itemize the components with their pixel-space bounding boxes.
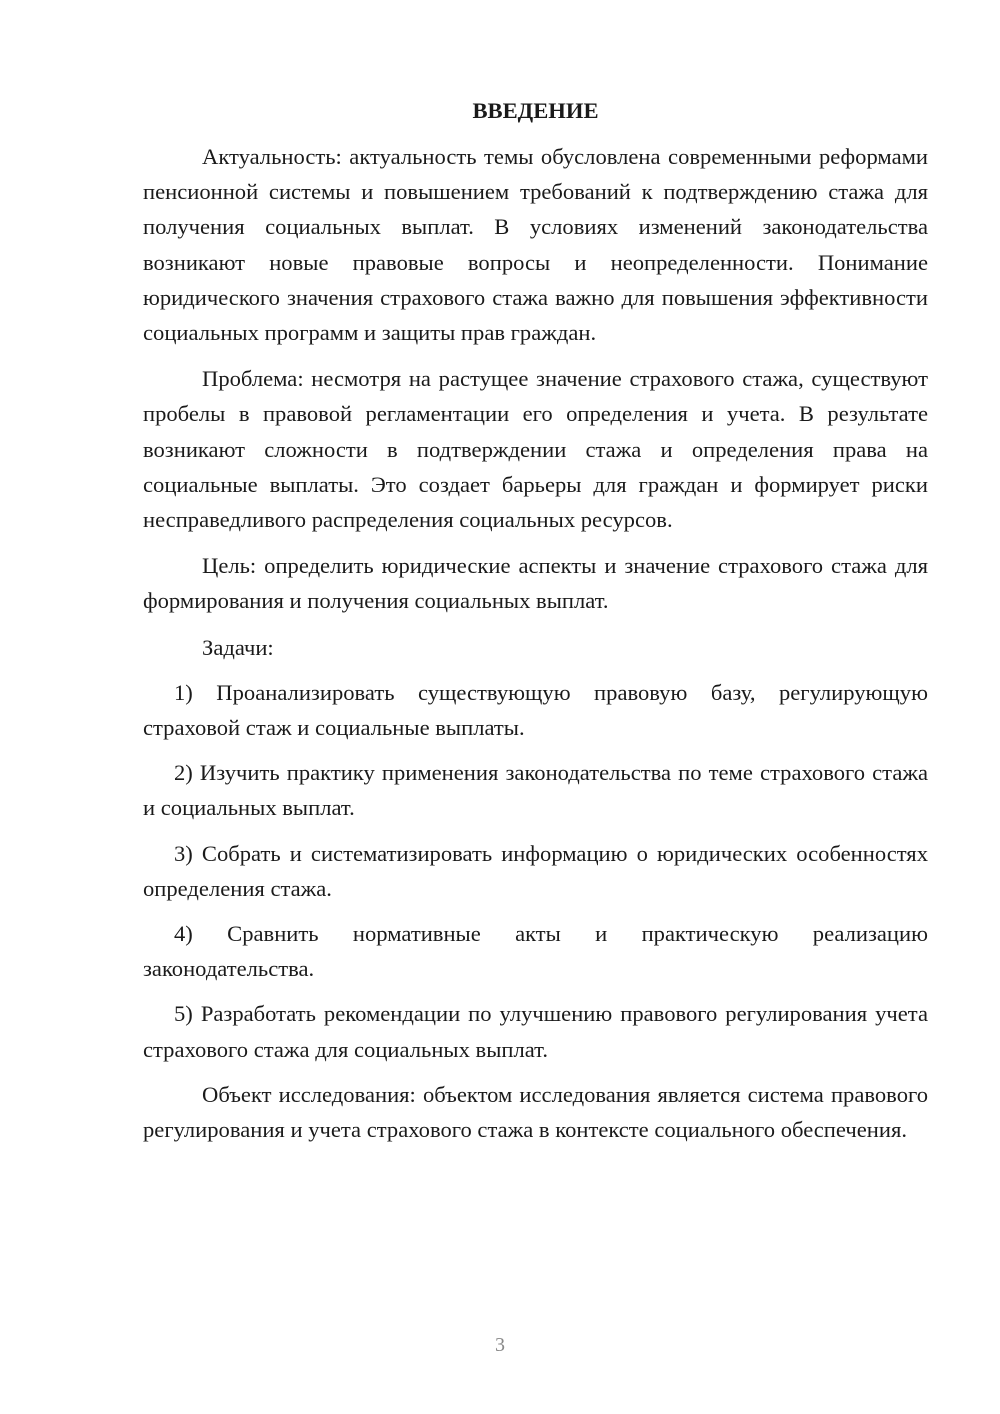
page-number: 3 xyxy=(495,1334,505,1356)
tasks-heading: Задачи: xyxy=(202,634,274,660)
document-page xyxy=(143,93,928,1158)
relevance-paragraph: Актуальность: актуальность темы обусловлена современными реформами пенсионной системы и повышением требований к подтверждению стажа для получения социальных выплат. В условиях изменений законодательства возникают новые правовые вопросы и неопределенности. Понимание юридического значения страхового стажа важно для повышения эффективности социальных программ и защиты прав граждан. xyxy=(143,144,928,346)
task-item: 4) Сравнить нормативные акты и практическую реализацию законодательства. xyxy=(143,921,928,982)
task-item: 1) Проанализировать существующую правовую базу, регулирующую страховой стаж и социальные выплаты. xyxy=(143,679,928,741)
page-title: ВВЕДЕНИЕ xyxy=(472,98,599,123)
task-item: 3) Собрать и систематизировать информацию о юридических особенностях определения стажа. xyxy=(143,840,928,901)
object-paragraph: Объект исследования: объектом исследования является система правового регулирования и учета страхового стажа в контексте социального обеспечения. xyxy=(143,1081,928,1143)
task-item: 2) Изучить практику применения законодательства по теме страхового стажа и социальных выплат. xyxy=(143,760,928,821)
tasks-list xyxy=(143,675,928,1067)
problem-paragraph: Проблема: несмотря на растущее значение страхового стажа, существуют пробелы в правовой регламентации его определения и учета. В результате возникают сложности в подтверждении стажа и определения права на социальные выплаты. Это создает барьеры для граждан и формирует риски несправедливого распределения социальных ресурсов. xyxy=(143,366,928,533)
goal-paragraph: Цель: определить юридические аспекты и значение страхового стажа для формирования и получения социальных выплат. xyxy=(143,553,928,614)
task-item: 5) Разработать рекомендации по улучшению правового регулирования учета страхового стажа для социальных выплат. xyxy=(143,1001,928,1062)
